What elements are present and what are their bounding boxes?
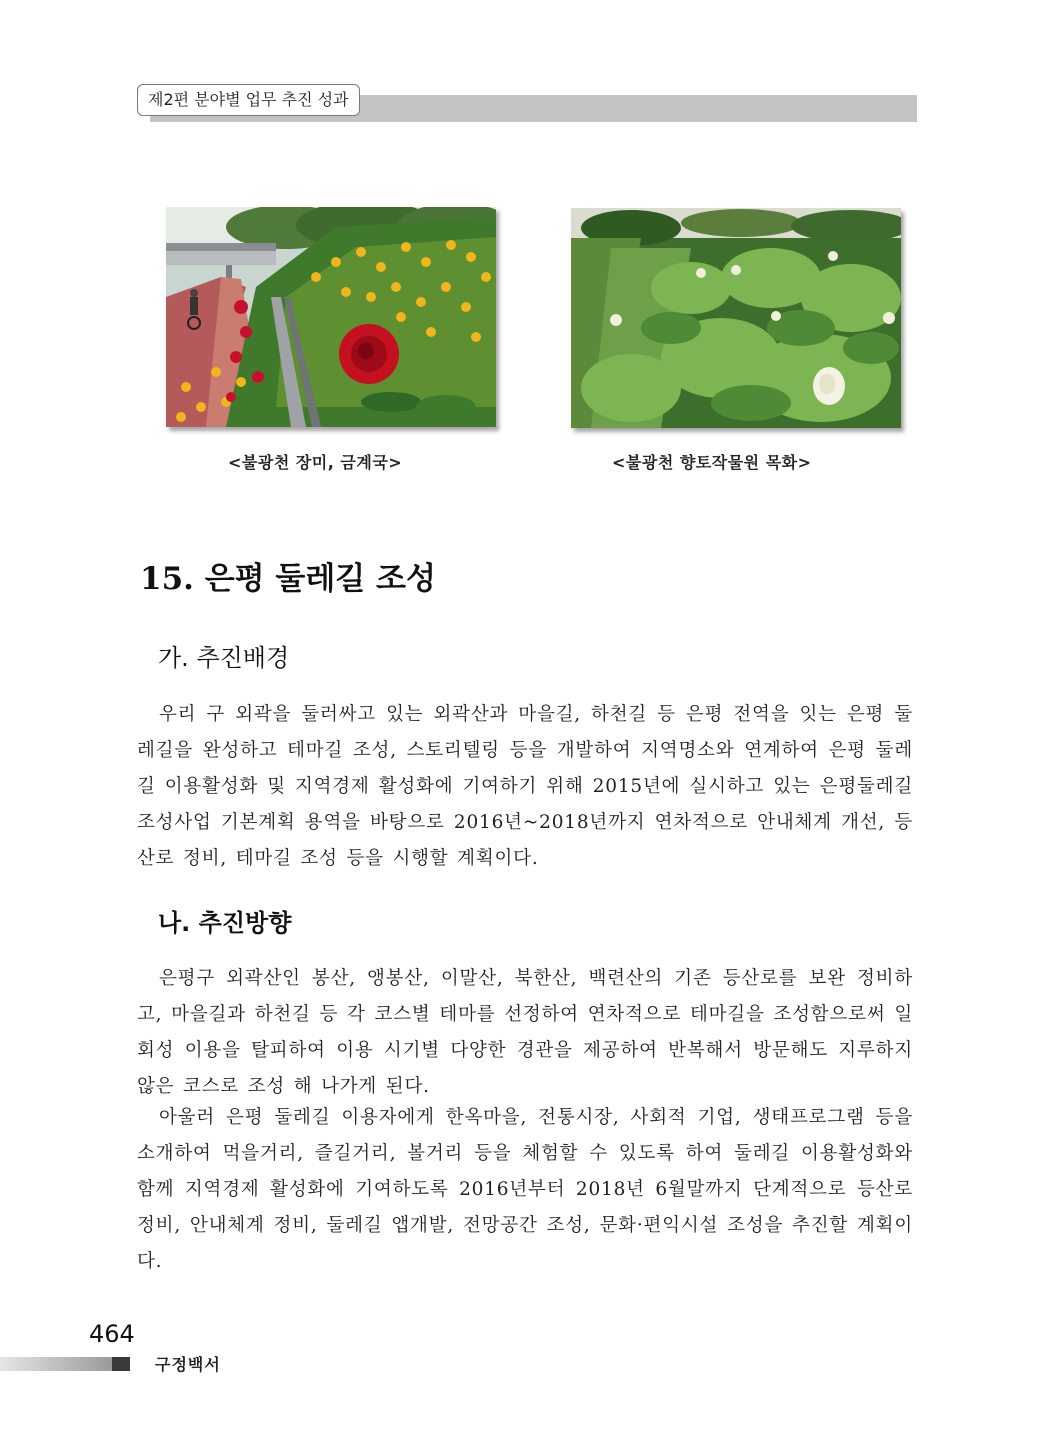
- subsection-heading-background: 가. 추진배경: [158, 644, 290, 672]
- photo-cotton-garden: [571, 208, 901, 428]
- section-title: [140, 553, 436, 598]
- footer-bar: [0, 1357, 112, 1371]
- book-title: 구정백서: [155, 1355, 221, 1374]
- paragraph-background: 우리 구 외곽을 둘러싸고 있는 외곽산과 마을길, 하천길 등 은평 전역을 잇는 은평 둘레길을 완성하고 테마길 조성, 스토리텔링 등을 개발하여 지역명소와 연계하여 은평 둘레길 이용활성화 및 지역경제 활성화에 기여하기 위해 2015년에 실시하고 있는 은평둘레길 조성사업 기본계획 용역을 바탕으로 2016년~2018년까지 연차적으로 안내체계 개선, 등산로 정비, 테마길 조성 등을 시행할 계획이다.: [137, 704, 913, 869]
- subsection-heading-direction: 나. 추진방향: [158, 909, 292, 937]
- section-number: 15.: [140, 561, 194, 597]
- photo-roses-coreopsis: [166, 207, 496, 427]
- page-number: 464: [89, 1320, 135, 1348]
- paragraph-direction-2: 아울러 은평 둘레길 이용자에게 한옥마을, 전통시장, 사회적 기업, 생태프로그램 등을 소개하여 먹을거리, 즐길거리, 볼거리 등을 체험할 수 있도록 하여 둘레길 이용활성화와 함께 지역경제 활성화에 기여하도록 2016년부터 2018년 6월말까지 단계적으로 등산로 정비, 안내체계 정비, 둘레길 앱개발, 전망공간 조성, 문화·편익시설 조성을 추진할 계획이다.: [137, 1107, 913, 1272]
- paragraph-direction-1: 은평구 외곽산인 봉산, 앵봉산, 이말산, 북한산, 백련산의 기존 등산로를 보완 정비하고, 마을길과 하천길 등 각 코스별 테마를 선정하여 연차적으로 테마길을 조성함으로써 일회성 이용을 탈피하여 이용 시기별 다양한 경관을 제공하여 반복해서 방문해도 지루하지 않은 코스로 조성 해 나가게 된다.: [137, 968, 913, 1097]
- photo-caption-right: <불광천 향토작물원 목화>: [612, 453, 812, 472]
- chapter-label: 제2편 분야별 업무 추진 성과: [137, 84, 360, 116]
- photo-caption-left: <불광천 장미, 금계국>: [228, 453, 403, 472]
- footer-square: [112, 1357, 130, 1371]
- section-title-text: 은평 둘레길 조성: [204, 561, 436, 597]
